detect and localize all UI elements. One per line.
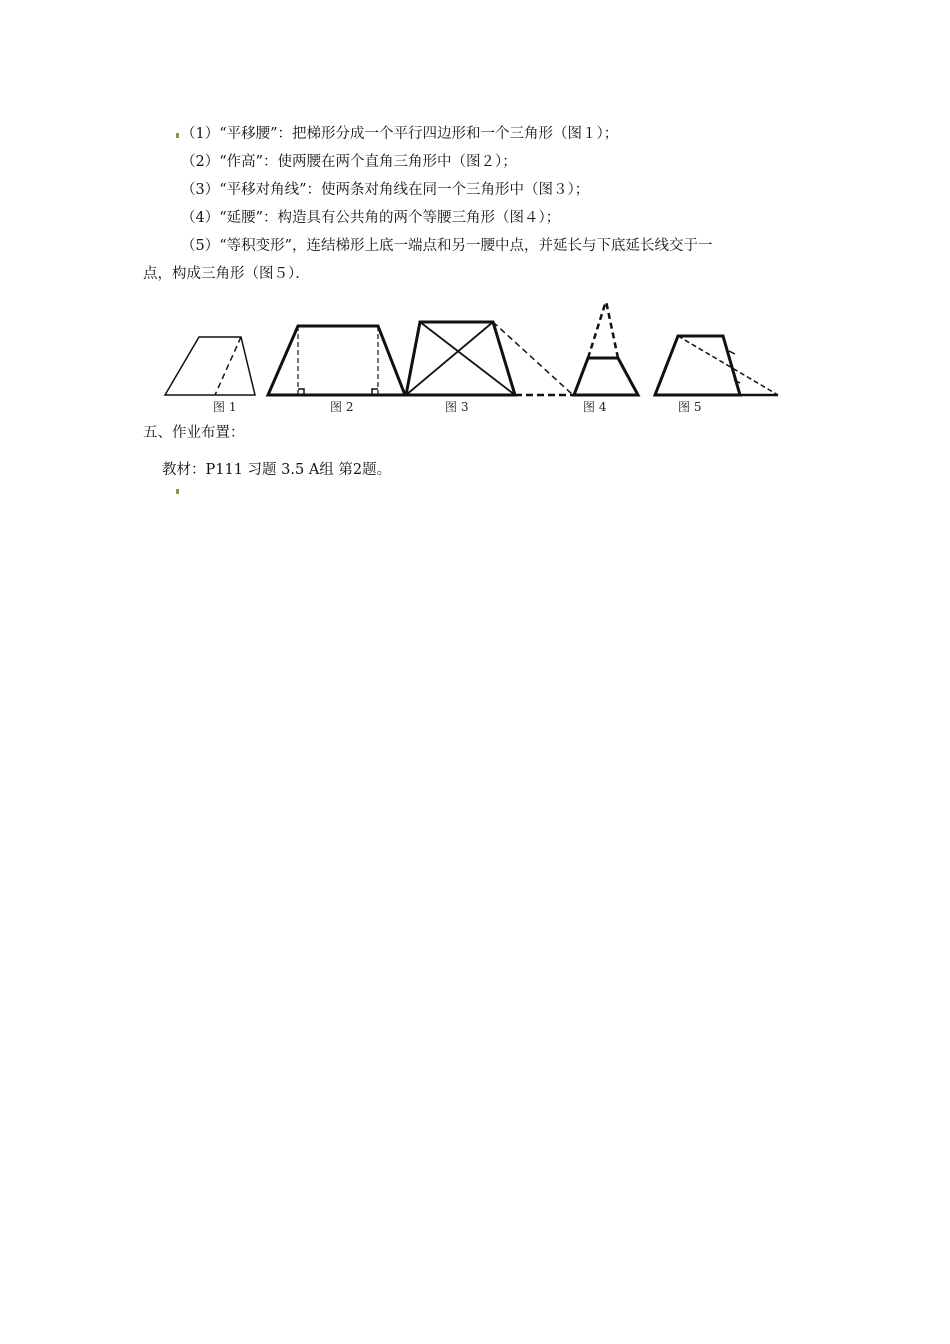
figure-1-caption: 图 1	[213, 400, 237, 414]
figure-2-caption: 图 2	[330, 400, 354, 414]
figure-4-caption: 图 4	[583, 400, 607, 414]
homework-line: 教材：P111 习题 3.5 A组 第2题。	[162, 462, 392, 478]
figure-4	[574, 301, 638, 395]
text-line-5: （5）“等积变形”，连结梯形上底一端点和另一腰中点，并延长与下底延长线交于一	[181, 238, 713, 254]
section-heading: 五、作业布置：	[143, 425, 245, 441]
figure-5	[655, 336, 778, 395]
margin-mark	[176, 489, 179, 494]
figure-3	[406, 322, 573, 395]
text-line-3: （3）“平移对角线”：使两条对角线在同一个三角形中（图３）；	[181, 182, 590, 198]
figure-5-caption: 图 5	[678, 400, 702, 414]
text-line-2: （2）“作高”：使两腰在两个直角三角形中（图２）；	[181, 154, 517, 170]
text-line-1: （1）“平移腰”：把梯形分成一个平行四边形和一个三角形（图１）；	[181, 126, 619, 142]
figure-3-caption: 图 3	[445, 400, 469, 414]
trapezoid-figures	[158, 298, 788, 410]
text-line-4: （4）“延腰”：构造具有公共角的两个等腰三角形（图４）；	[181, 210, 561, 226]
figure-1	[165, 337, 255, 395]
text-line-6: 点，构成三角形（图５）．	[143, 266, 310, 282]
figure-2	[268, 326, 405, 395]
margin-mark	[176, 133, 179, 138]
